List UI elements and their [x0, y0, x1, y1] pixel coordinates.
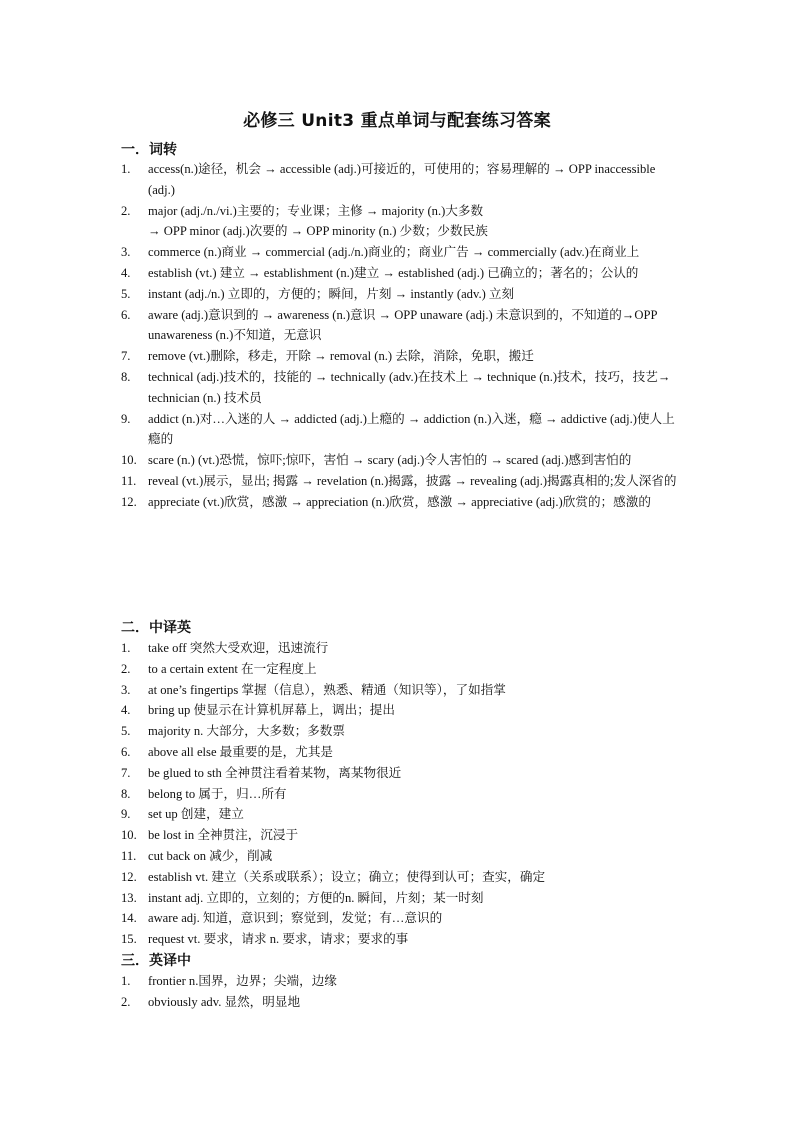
list-item: 11. cut back on 减少，削减	[121, 848, 273, 863]
list-item: 5. instant (adj./n.) 立即的，方便的；瞬间，片刻 → instantly (adv.) 立刻	[121, 286, 515, 301]
list-item: 2. obviously adv. 显然，明显地	[121, 994, 301, 1009]
phrase-list	[121, 638, 681, 950]
page-title: 必修三 Unit3 重点单词与配套练习答案	[243, 111, 551, 131]
section-heading-chinese-to-english: 二．中译英	[121, 620, 191, 636]
list-item: 5. majority n. 大部分，大多数；多数票	[121, 724, 345, 739]
list-item: 8. belong to 属于，归…所有	[121, 786, 287, 801]
list-item: 4. bring up 使显示在计算机屏幕上，调出；提出	[121, 703, 395, 718]
list-item: 10. be lost in 全神贯注，沉浸于	[121, 828, 299, 843]
section-heading-english-to-chinese: 三．英译中	[121, 953, 191, 969]
list-item: 3. commerce (n.)商业 → commercial (adj./n.)商业的；商业广告 → commercially (adv.)在商业上	[121, 245, 640, 260]
list-item: 3. at one’s fingertips 掌握（信息），熟悉、精通（知识等），了如指掌	[121, 682, 506, 697]
list-item: 12. appreciate (vt.)欣赏，感激 → appreciation (n.)欣赏，感激 → appreciative (adj.)欣赏的；感激的	[121, 494, 651, 509]
list-item: 7. remove (vt.)删除，移走，开除 → removal (n.) 去除，消除，免职，搬迁	[121, 349, 534, 364]
word-forms-list	[121, 159, 681, 513]
list-item: 11. reveal (vt.)展示，显出; 揭露 → revelation (n.)揭露，披露 → revealing (adj.)揭露真相的;发人深省的	[121, 473, 677, 488]
list-item: 1. take off 突然大受欢迎，迅速流行	[121, 641, 329, 655]
list-item: 15. request vt. 要求，请求 n. 要求，请求；要求的事	[121, 932, 409, 947]
list-item: 1. frontier n.国界，边界；尖端，边缘	[121, 974, 337, 988]
list-item: 12. establish vt. 建立（关系或联系）；设立；确立；使得到认可；查实，确定	[121, 869, 546, 884]
list-item: 13. instant adj. 立即的，立刻的；方便的n. 瞬间，片刻；某一时刻	[121, 890, 484, 905]
list-item: 6. above all else 最重要的是，尤其是	[121, 744, 334, 759]
list-item: 6. aware (adj.)意识到的 → awareness (n.)意识 → OPP unaware (adj.) 未意识到的，不知道的→OPP unawareness (n.)不知道，无意识	[121, 307, 658, 343]
list-item: 2. major (adj./n./vi.)主要的；专业课；主修 → majority (n.)大多数 → OPP minor (adj.)次要的 → OPP minority (n.) 少数；少数民族	[121, 203, 488, 239]
list-item: 4. establish (vt.) 建立 → establishment (n.)建立 → established (adj.) 已确立的；著名的；公认的	[121, 265, 639, 280]
list-item: 1. access(n.)途径，机会 → accessible (adj.)可接近的，可使用的；容易理解的 → OPP inaccessible (adj.)	[121, 162, 656, 197]
list-item: 8. technical (adj.)技术的，技能的 → technically (adv.)在技术上 → technique (n.)技术，技巧，技艺→ technician (n.) 技术员	[121, 369, 671, 405]
list-item: 7. be glued to sth 全神贯注看着某物，离某物很近	[121, 765, 402, 780]
list-item: 2. to a certain extent 在一定程度上	[121, 661, 317, 676]
list-item: 14. aware adj. 知道，意识到；察觉到，发觉；有…意识的	[121, 911, 443, 926]
list-item: 10. scare (n.) (vt.)恐慌，惊吓;惊吓，害怕 → scary (adj.)令人害怕的 → scared (adj.)感到害怕的	[121, 453, 632, 468]
list-item: 9. addict (n.)对…入迷的人 → addicted (adj.)上瘾的 → addiction (n.)入迷，瘾 → addictive (adj.)使人上瘾的	[121, 411, 675, 447]
section-heading-word-forms: 一．词转	[121, 142, 177, 158]
list-item: 9. set up 创建，建立	[121, 807, 244, 822]
vocab-list	[121, 971, 681, 1013]
